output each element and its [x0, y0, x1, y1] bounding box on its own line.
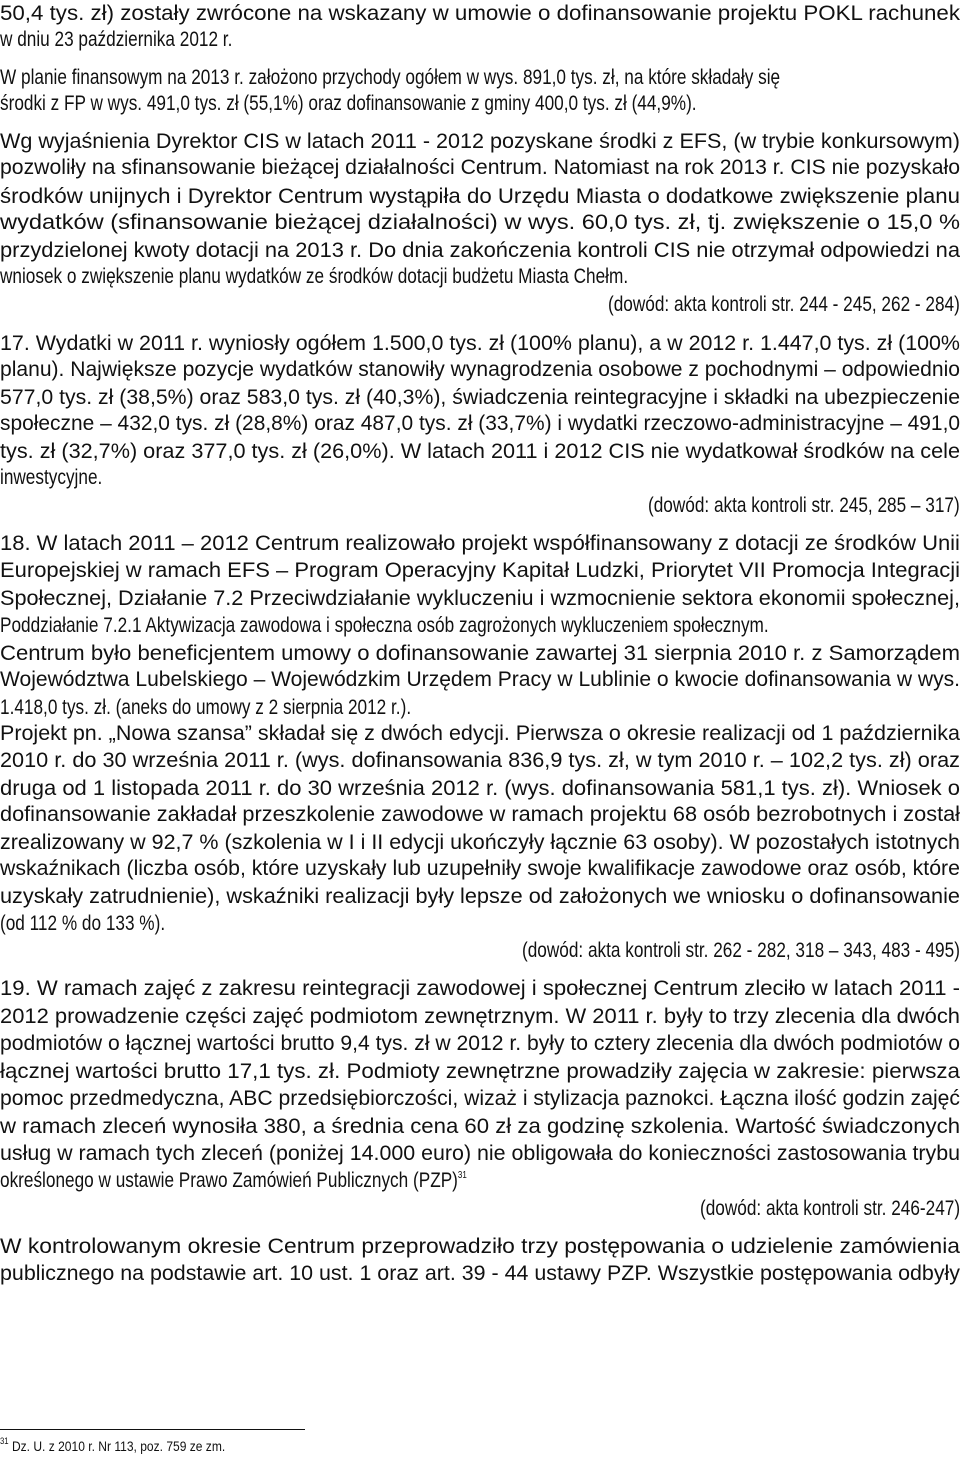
- text-line-content: wskaźnikach (liczba osób, które uzyskały lub uzupełniły swoje kwalifikacje zawodowe oraz osób, które: [0, 856, 960, 880]
- text-line-content: Województwa Lubelskiego – Wojewódzkim Urzędem Pracy w Lublinie o kwocie dofinansowania w wys.: [0, 667, 960, 691]
- text-line: [0, 464, 102, 490]
- text-line-content: usług w ramach tych zleceń (poniżej 14.000 euro) nie obligowała do konieczności zastosowania trybu: [0, 1141, 960, 1165]
- text-line-content: druga od 1 listopada 2011 r. do 30 września 2012 r. (wys. dofinansowania 581,1 tys. zł). Wniosek o: [0, 776, 960, 800]
- text-line-content: planu). Największe pozycje wydatków stanowiły wynagrodzenia osobowe z pochodnymi – odpowiednio: [0, 357, 960, 381]
- text-line-content: w dniu 23 października 2012 r.: [0, 27, 233, 51]
- text-line: [0, 90, 697, 116]
- text-line-content: 1.418,0 tys. zł. (aneks do umowy z 2 sierpnia 2012 r.).: [0, 695, 412, 719]
- text-line-content: w ramach zleceń wynosiła 380, a średnia cena 60 zł za godzinę szkolenia. Wartość świadczonych: [0, 1114, 960, 1138]
- text-line-content: dofinansowanie zakładał przeszkolenie zawodowe w ramach projektu 68 osób bezrobotnych i został: [0, 802, 960, 826]
- text-line: [0, 410, 960, 436]
- text-line-content: 19. W ramach zajęć z zakresu reintegracji zawodowej i społecznej Centrum zleciło w latach 2011 -: [0, 976, 960, 1000]
- text-line: [0, 1085, 960, 1111]
- text-line: [0, 585, 960, 611]
- text-line: [0, 384, 960, 410]
- text-line-content: wydatków (sfinansowanie bieżącej działalności) w wys. 60,0 tys. zł, tj. zwiększenie o 15,0 %: [0, 210, 960, 234]
- footnote-text: Dz. U. z 2010 r. Nr 113, poz. 759 ze zm.: [8, 1438, 226, 1454]
- text-line-content: publicznego na podstawie art. 10 ust. 1 oraz art. 39 - 44 ustawy PZP. Wszystkie postępowania odbyły: [0, 1261, 960, 1285]
- evidence-reference: [522, 937, 960, 963]
- evidence-reference: [700, 1195, 960, 1221]
- text-line: [0, 356, 960, 382]
- text-line: [0, 0, 960, 26]
- text-line: [0, 64, 780, 90]
- text-line-content: (dowód: akta kontroli str. 245, 285 – 317): [648, 493, 960, 517]
- text-line: [0, 1030, 960, 1056]
- text-line-content: W kontrolowanym okresie Centrum przeprowadziło trzy postępowania o udzielenie zamówienia: [0, 1234, 960, 1258]
- footnote: [0, 1437, 225, 1455]
- text-line-content: Europejskiej w ramach EFS – Program Operacyjny Kapitał Ludzki, Priorytet VII Promocja Integracji: [0, 558, 960, 582]
- text-line-content: inwestycyjne.: [0, 465, 103, 489]
- text-line-content: środki z FP w wys. 491,0 tys. zł (55,1%) oraz dofinansowanie z gminy 400,0 tys. zł (44,9%).: [0, 91, 697, 115]
- text-line-content: zrealizowany w 92,7 % (szkolenia w I i II edycji ukończyły łącznie 63 osoby). W pozostałych istotnych: [0, 830, 960, 854]
- text-line-content: (dowód: akta kontroli str. 246-247): [699, 1196, 960, 1220]
- text-line-content: 577,0 tys. zł (38,5%) oraz 583,0 tys. zł (40,3%), świadczenia reintegracyjne i składki na ubezpieczenie: [0, 385, 960, 409]
- text-line-content: przydzielonej kwoty dotacji na 2013 r. Do dnia zakończenia kontroli CIS nie otrzymał odpowiedzi na: [0, 238, 960, 262]
- evidence-reference: [608, 291, 960, 317]
- text-line: [0, 237, 960, 263]
- text-line: [0, 883, 960, 909]
- text-line-content: tys. zł (32,7%) oraz 377,0 tys. zł (26,0%). W latach 2011 i 2012 CIS nie wydatkował środków na cele: [0, 439, 960, 463]
- text-line-content: podmiotów o łącznej wartości brutto 9,4 tys. zł w 2012 r. były to cztery zlecenia dla dwóch podmiotów o: [0, 1031, 960, 1055]
- text-line: [0, 720, 960, 746]
- text-line-content: (dowód: akta kontroli str. 262 - 282, 318 – 343, 483 - 495): [522, 938, 960, 962]
- text-line: [0, 330, 960, 356]
- text-line-content: (dowód: akta kontroli str. 244 - 245, 262 - 284): [608, 292, 960, 316]
- text-line-content: Społecznej, Działanie 7.2 Przeciwdziałanie wykluczeniu i wzmocnienie sektora ekonomii społecznej,: [0, 586, 960, 610]
- text-line: [0, 128, 960, 154]
- text-line-content: 2010 r. do 30 września 2011 r. (wys. dofinansowania 836,9 tys. zł, w tym 2010 r. – 102,2 tys. zł) oraz: [0, 748, 960, 772]
- text-line-content: pomoc przedmedyczna, ABC przedsiębiorczości, wizaż i stylizacja paznokci. Łączna ilość godzin zajęć: [0, 1086, 960, 1110]
- text-line: [0, 1260, 960, 1286]
- text-line: [0, 910, 165, 936]
- footnote-reference[interactable]: 31: [457, 1170, 467, 1181]
- text-line-content: 18. W latach 2011 – 2012 Centrum realizowało projekt współfinansowany z dotacji ze środków Unii: [0, 531, 960, 555]
- text-line-content: W planie finansowym na 2013 r. założono przychody ogółem w wys. 891,0 tys. zł, na które składały się: [0, 65, 781, 89]
- text-line: [0, 829, 960, 855]
- text-line-content: 50,4 tys. zł) zostały zwrócone na wskazany w umowie o dofinansowanie projektu POKL rachunek: [0, 1, 960, 25]
- text-line: [0, 694, 411, 720]
- text-line-content: społeczne – 432,0 tys. zł (28,8%) oraz 487,0 tys. zł (33,7%) i wydatki rzeczowo-administracyjne – 491,0: [0, 411, 960, 435]
- text-line: [0, 747, 960, 773]
- text-line-content: łącznej wartości brutto 17,1 tys. zł. Podmioty zewnętrzne prowadziły zajęcia w zakresie: pierwsza: [0, 1059, 960, 1083]
- text-line-content: Wg wyjaśnienia Dyrektor CIS w latach 2011 - 2012 pozyskane środki z EFS, (w trybie konkursowym): [0, 129, 960, 153]
- text-line: [0, 438, 960, 464]
- text-line-content: wniosek o zwiększenie planu wydatków ze środków dotacji budżetu Miasta Chełm.: [0, 264, 629, 288]
- text-line: [0, 1167, 467, 1193]
- text-line: [0, 557, 960, 583]
- text-line: [0, 1113, 960, 1139]
- text-line: [0, 1003, 960, 1029]
- text-line: [0, 640, 960, 666]
- text-line-content: 2012 prowadzenie części zajęć podmiotom zewnętrznym. W 2011 r. były to trzy zlecenia dla dwóch: [0, 1004, 960, 1028]
- text-line: [0, 666, 960, 692]
- text-line: [0, 530, 960, 556]
- text-line-content: uzyskały zatrudnienie), wskaźniki realizacji były lepsze od założonych we wniosku o dofinansowanie: [0, 884, 960, 908]
- text-line: [0, 975, 960, 1001]
- footnote-separator: [0, 1429, 305, 1430]
- text-line-content: Projekt pn. „Nowa szansa” składał się z dwóch edycji. Pierwsza o okresie realizacji od 1 października: [0, 721, 960, 745]
- footnote-number: 31: [0, 1436, 9, 1446]
- text-line-content: środków unijnych i Dyrektor Centrum wystąpiła do Urzędu Miasta o dodatkowe zwiększenie planu: [0, 184, 960, 208]
- text-line: [0, 801, 960, 827]
- text-line-content: (od 112 % do 133 %).: [0, 911, 166, 935]
- text-line-content: pozwoliły na sfinansowanie bieżącej działalności Centrum. Natomiast na rok 2013 r. CIS nie pozyskało: [0, 155, 960, 179]
- text-line-content: 17. Wydatki w 2011 r. wyniosły ogółem 1.500,0 tys. zł (100% planu), a w 2012 r. 1.447,0 tys. zł (100%: [0, 331, 960, 355]
- evidence-reference: [648, 492, 960, 518]
- text-line-content: Poddziałanie 7.2.1 Aktywizacja zawodowa i społeczna osób zagrożonych wykluczeniem społecznym.: [0, 613, 769, 637]
- text-line: [0, 1233, 960, 1259]
- text-line: [0, 1140, 960, 1166]
- text-line: [0, 209, 960, 235]
- text-line: [0, 263, 628, 289]
- text-line: [0, 1058, 960, 1084]
- text-line: [0, 154, 960, 180]
- text-line-content: określonego w ustawie Prawo Zamówień Publicznych (PZP): [0, 1168, 458, 1192]
- text-line: [0, 855, 960, 881]
- text-line: [0, 183, 960, 209]
- text-line: [0, 612, 769, 638]
- text-line: [0, 26, 232, 52]
- text-line-content: Centrum było beneficjentem umowy o dofinansowanie zawartej 31 sierpnia 2010 r. z Samorządem: [0, 641, 960, 665]
- text-line: [0, 775, 960, 801]
